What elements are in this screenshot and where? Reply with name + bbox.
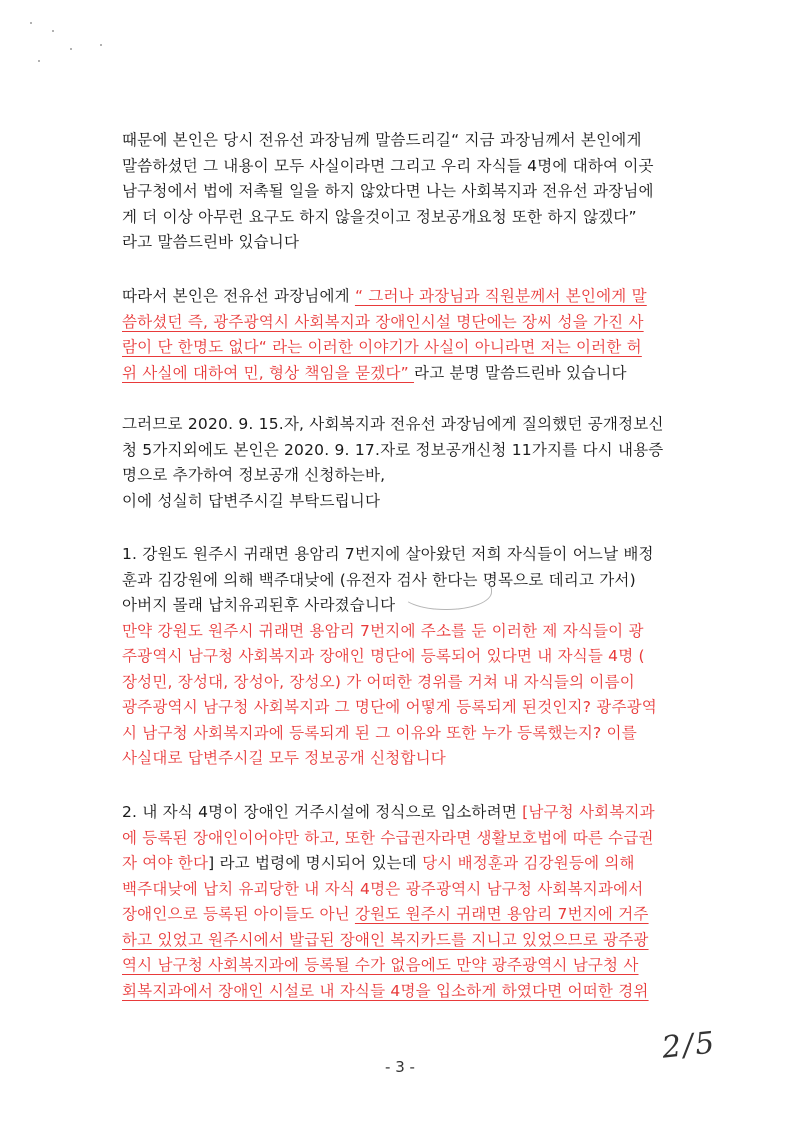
text-line <box>122 800 702 826</box>
text-line <box>122 489 702 515</box>
text-line <box>122 619 702 645</box>
scan-speck <box>52 30 54 32</box>
paragraph-request-statement <box>122 128 702 256</box>
highlighted-text-segment: 위 사실에 대하여 민, 형상 책임을 묻겠다” <box>122 363 415 382</box>
text-segment: 이에 성실히 답변주시길 부탁드립니다 <box>122 491 381 510</box>
text-line <box>122 542 702 568</box>
scan-speck <box>100 44 102 46</box>
text-line <box>122 179 702 205</box>
paragraph-responsibility-statement <box>122 284 702 386</box>
text-line <box>122 438 702 464</box>
text-line <box>122 979 702 1005</box>
highlighted-text-segment: 강원도 원주시 귀래면 용암리 7번지에 거주 <box>354 905 649 923</box>
scan-speck <box>30 22 32 24</box>
text-line <box>122 230 702 256</box>
text-segment: 훈과 김강원에 의해 백주대낮에 (유전자 검사 한다는 명목으로 데리고 가서) <box>122 570 636 589</box>
text-line <box>122 128 702 154</box>
text-line <box>122 644 702 670</box>
highlighted-text-segment: 에 등록된 장애인이어야만 하고, 또한 수급권자라면 생활보호법에 따른 수급권 <box>122 828 654 847</box>
highlighted-text-segment: 주광역시 남구청 사회복지과 장애인 명단에 등록되어 있다면 내 자식들 4명 ( <box>122 647 645 665</box>
page-number: - 3 - <box>385 1058 415 1076</box>
highlighted-text-segment: 사실대로 답변주시길 모두 정보공개 신청합니다 <box>122 749 446 767</box>
text-segment: 아버지 몰래 납치유괴된후 사라졌습니다 <box>122 596 396 614</box>
highlighted-text-segment: 장애인으로 등록된 아이들도 아닌 <box>122 905 355 923</box>
scan-speck <box>38 60 40 62</box>
text-line <box>122 695 702 721</box>
highlighted-text-segment: 자 여야 한다 <box>122 854 209 872</box>
text-line <box>122 284 702 310</box>
text-segment: 1. 강원도 원주시 귀래면 용암리 7번지에 살아왔던 저희 자식들이 어느날 배정 <box>122 545 654 563</box>
highlighted-text-segment: 당시 배정훈과 김강원등에 의해 <box>422 854 635 872</box>
highlighted-text-segment: 장성민, 장성대, 장성아, 장성오) 가 어떠한 경위를 거쳐 내 자식들의 이름이 <box>122 672 635 691</box>
scan-speck <box>70 48 72 50</box>
text-line <box>122 851 702 877</box>
text-segment: 남구청에서 법에 저촉될 일을 하지 않았다면 나는 사회복지과 전유선 과장님에 <box>122 182 654 200</box>
highlighted-text-segment: 하고 있었고 원주시에서 발급된 장애인 복지카드를 지니고 있었으므로 광주광 <box>122 930 649 949</box>
text-segment: 명으로 추가하여 정보공개 신청하는바, <box>122 466 386 484</box>
faint-stamp-mark <box>400 572 492 610</box>
text-segment: 게 더 이상 아무런 요구도 하지 않을것이고 정보공개요청 또한 하지 않겠다” <box>122 207 637 226</box>
paragraph-item-2 <box>122 800 702 1004</box>
text-line <box>122 902 702 928</box>
text-segment: 라고 말씀드린바 있습니다 <box>122 233 300 251</box>
highlighted-text-segment: “ 그러나 과장님과 직원분께서 본인에게 말 <box>354 287 647 305</box>
highlighted-text-segment: 만약 강원도 원주시 귀래면 용암리 7번지에 주소를 둔 이러한 제 자식들이 광 <box>122 621 644 640</box>
highlighted-text-segment: 시 남구청 사회복지과에 등록되게 된 그 이유와 또한 누가 등록했는지? 이를 <box>122 723 637 742</box>
text-line <box>122 746 702 772</box>
highlighted-text-segment: 역시 남구청 사회복지과에 등록될 수가 없음에도 만약 광주광역시 남구청 사 <box>122 956 639 974</box>
text-line <box>122 670 702 696</box>
highlighted-text-segment: 백주대낮에 납치 유괴당한 내 자식 4명은 광주광역시 남구청 사회복지과에서 <box>122 879 644 898</box>
text-line <box>122 361 702 387</box>
text-segment: 따라서 본인은 전유선 과장님에게 <box>122 287 355 305</box>
highlighted-text-segment: [남구청 사회복지과 <box>522 803 655 821</box>
text-line <box>122 205 702 231</box>
text-line <box>122 463 702 489</box>
text-segment: 그러므로 2020. 9. 15.자, 사회복지과 전유선 과장님에게 질의했던 공개정보신 <box>122 415 664 433</box>
text-line <box>122 412 702 438</box>
highlighted-text-segment: 씀하셨던 즉, 광주광역시 사회복지과 장애인시설 명단에는 장씨 성을 가진 사 <box>122 312 644 331</box>
text-segment: 말씀하셨던 그 내용이 모두 사실이라면 그리고 우리 자식들 4명에 대하여 이곳 <box>122 156 654 175</box>
text-line <box>122 310 702 336</box>
text-line <box>122 953 702 979</box>
text-segment: ] 라고 법령에 명시되어 있는데 <box>208 854 423 872</box>
text-segment: 라고 분명 말씀드린바 있습니다 <box>414 363 627 382</box>
text-line <box>122 721 702 747</box>
text-line <box>122 335 702 361</box>
highlighted-text-segment: 광주광역시 남구청 사회복지과 그 명단에 어떻게 등록되게 된것인지? 광주광역 <box>122 698 657 716</box>
handwritten-page-mark: 2/5 <box>660 1025 718 1066</box>
text-line <box>122 877 702 903</box>
highlighted-text-segment: 람이 단 한명도 없다“ 라는 이러한 이야기가 사실이 아니라면 저는 이러한 허 <box>122 338 642 356</box>
text-segment: 청 5가지외에도 본인은 2020. 9. 17.자로 정보공개신청 11가지를 다시 내용증 <box>122 440 664 459</box>
paragraph-disclosure-request <box>122 412 702 514</box>
text-line <box>122 154 702 180</box>
highlighted-text-segment: 회복지과에서 장애인 시설로 내 자식들 4명을 입소하게 하였다면 어떠한 경위 <box>122 981 649 1000</box>
text-segment: 때문에 본인은 당시 전유선 과장님께 말씀드리길“ 지금 과장님께서 본인에게 <box>122 131 642 149</box>
text-line <box>122 826 702 852</box>
text-segment: 2. 내 자식 4명이 장애인 거주시설에 정식으로 입소하려면 <box>122 803 523 821</box>
text-line <box>122 928 702 954</box>
